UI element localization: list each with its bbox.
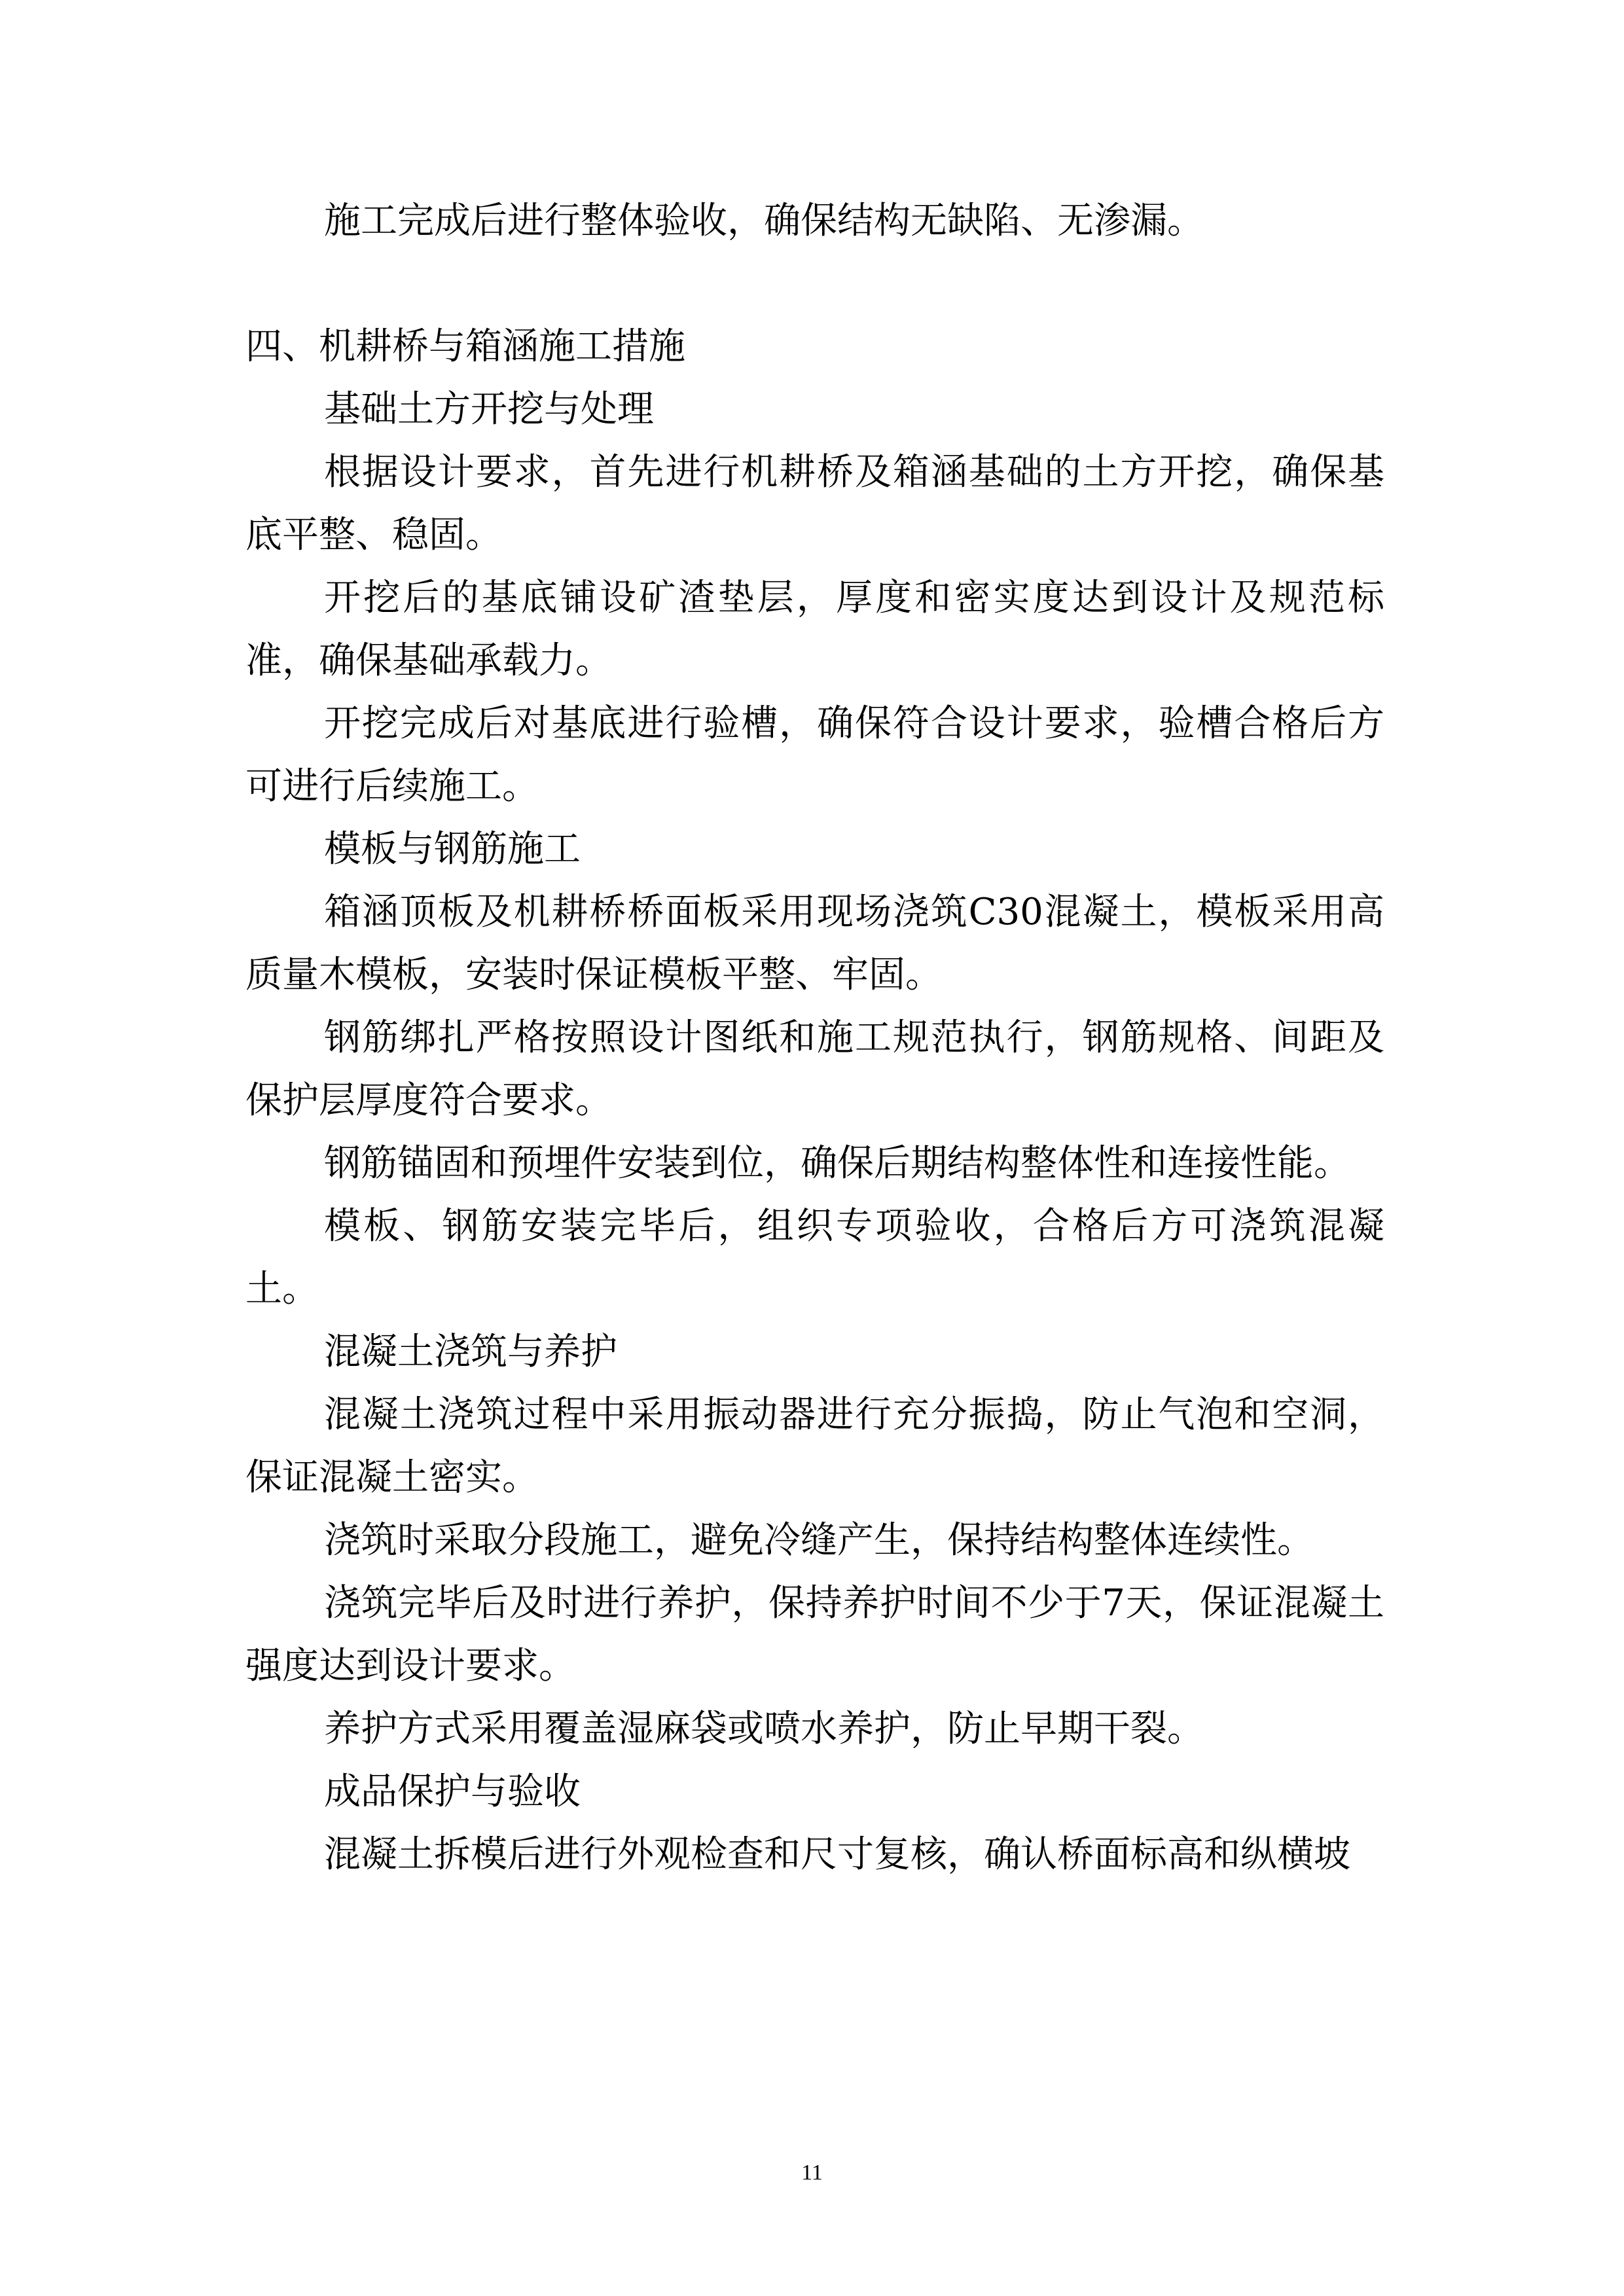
section-gap <box>245 253 1384 315</box>
subheading-concrete-pouring: 混凝土浇筑与养护 <box>324 1331 617 1373</box>
paragraph-slag-cushion: 开挖后的基底铺设矿渣垫层，厚度和密实度达到设计及规范标准，确保基础承载力。 <box>245 577 1384 682</box>
subheading-foundation-excavation: 基础土方开挖与处理 <box>324 388 654 431</box>
paragraph-rebar-binding: 钢筋绑扎严格按照设计图纸和施工规范执行，钢筋规格、间距及保护层厚度符合要求。 <box>245 1016 1384 1122</box>
section-heading-bridge-culvert: 四、机耕桥与箱涵施工措施 <box>245 325 685 368</box>
paragraph-vibration: 混凝土浇筑过程中采用振动器进行充分振捣，防止气泡和空洞，保证混凝土密实。 <box>245 1393 1384 1499</box>
paragraph-special-inspection: 模板、钢筋安装完毕后，组织专项验收，合格后方可浇筑混凝土。 <box>245 1205 1384 1310</box>
document-body <box>245 190 1384 1886</box>
paragraph-trench-inspection: 开挖完成后对基底进行验槽，确保符合设计要求，验槽合格后方可进行后续施工。 <box>245 702 1384 808</box>
paragraph-segmented-pouring: 浇筑时采取分段施工，避免冷缝产生，保持结构整体连续性。 <box>324 1519 1314 1562</box>
paragraph-rebar-anchoring: 钢筋锚固和预埋件安装到位，确保后期结构整体性和连接性能。 <box>324 1142 1350 1185</box>
paragraph-excavation-requirements: 根据设计要求，首先进行机耕桥及箱涵基础的土方开挖，确保基底平整、稳固。 <box>245 451 1384 556</box>
paragraph-acceptance-summary: 施工完成后进行整体验收，确保结构无缺陷、无渗漏。 <box>324 200 1204 242</box>
paragraph-formwork-removal: 混凝土拆模后进行外观检查和尺寸复核，确认桥面标高和纵横坡 <box>324 1833 1350 1876</box>
subheading-formwork-rebar: 模板与钢筋施工 <box>324 828 581 870</box>
subheading-protection-acceptance: 成品保护与验收 <box>324 1770 581 1813</box>
paragraph-curing-method: 养护方式采用覆盖湿麻袋或喷水养护，防止早期干裂。 <box>324 1708 1204 1750</box>
paragraph-curing-duration: 浇筑完毕后及时进行养护，保持养护时间不少于7天，保证混凝土强度达到设计要求。 <box>245 1582 1384 1687</box>
paragraph-c30-formwork: 箱涵顶板及机耕桥桥面板采用现场浇筑C30混凝土，模板采用高质量木模板，安装时保证模板平整、牢固。 <box>245 891 1384 996</box>
page-number: 11 <box>801 2161 823 2185</box>
